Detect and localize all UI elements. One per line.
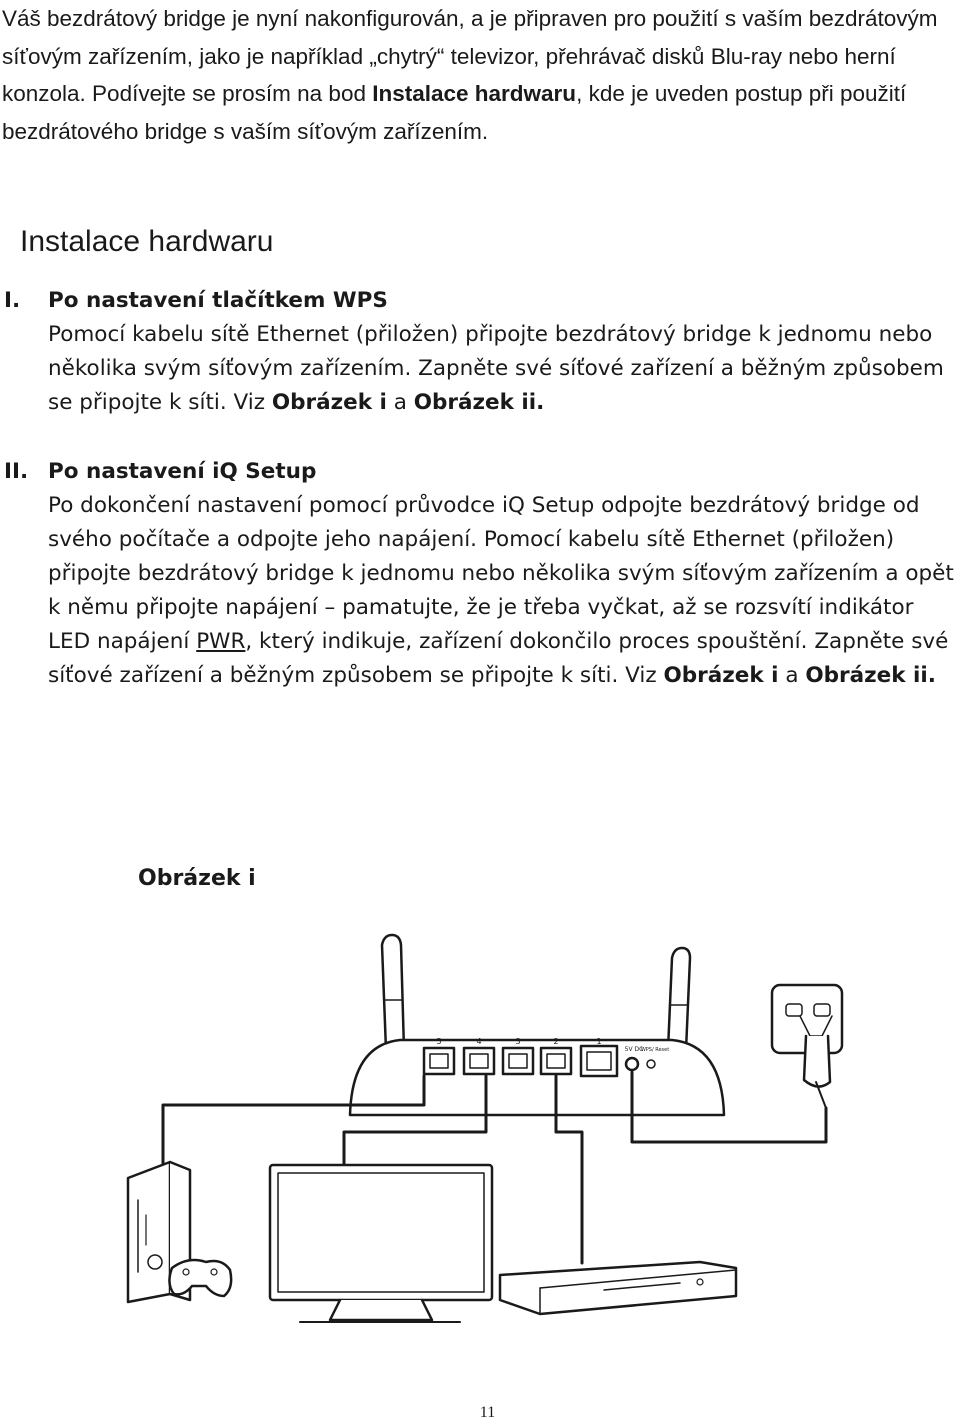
antenna-left <box>382 935 404 1050</box>
connection-diagram <box>100 930 960 1330</box>
item-body-text: Pomocí kabelu sítě Ethernet (přiložen) připojte bezdrátový bridge k jednomu nebo několika svým síťovým zařízením. Zapněte své síťové zařízení a běžným způsobem se připojte k síti. Viz <box>48 322 944 415</box>
intro-paragraph <box>2 0 952 150</box>
intro-text-before: Váš bezdrátový bridge je nyní nakonfigurován, a je připraven pro použití s vaším bezdrátovým síťovým zařízením, jako je například „chytrý“ televizor, přehrávač disků Blu-ray nebo herní konzola. Podívejte se prosím na bod <box>2 6 938 106</box>
lan-port-2 <box>541 1048 571 1074</box>
intro-text-after: , kde je uveden postup při použití bezdrátového bridge s vaším síťovým zařízením. <box>2 81 907 144</box>
item-numeral: II. <box>4 459 29 484</box>
dc-label: 5V DC <box>624 1046 644 1053</box>
figure-caption: Obrázek i <box>138 866 256 891</box>
port-label-2: 2 <box>553 1037 559 1046</box>
list-item-wps <box>0 284 958 420</box>
item-title: Po nastavení tlačítkem WPS <box>48 288 388 313</box>
item-numeral: I. <box>4 288 21 313</box>
lan-port-4 <box>464 1048 494 1074</box>
item-and: a <box>386 390 414 415</box>
item-body-text-2: , který indikuje, zařízení dokončilo proces spouštění. Zapněte své síťové zařízení a běžným způsobem se připojte k síti. Viz <box>48 629 949 688</box>
item-end: . <box>927 663 936 688</box>
item-body <box>48 489 958 693</box>
page-number: 11 <box>479 1404 496 1421</box>
item-end: . <box>536 390 545 415</box>
port-label-5: 5 <box>436 1037 442 1046</box>
blu-ray-player-icon <box>500 1262 736 1314</box>
power-outlet-icon <box>772 985 842 1108</box>
figure-ref-i: Obrázek i <box>663 663 779 688</box>
item-body <box>48 318 958 420</box>
item-body-text: Po dokončení nastavení pomocí průvodce iQ Setup odpojte bezdrátový bridge od svého počítače a odpojte jeho napájení. Pomocí kabelu sítě Ethernet (přiložen) připojte bezdrátový bridge k jednomu nebo několika svým síťovým zařízením a opět k němu připojte napájení – pamatujte, že je třeba vyčkat, až se rozsvítí indikátor LED napájení <box>48 493 954 654</box>
list-item-iq-setup <box>0 455 958 693</box>
figure-ref-ii: Obrázek ii <box>413 390 537 415</box>
port-label-1: 1 <box>596 1037 602 1046</box>
port-label-4: 4 <box>476 1037 482 1046</box>
item-and: a <box>778 663 806 688</box>
item-title: Po nastavení iQ Setup <box>48 459 317 484</box>
intro-link-hardware-installation[interactable]: Instalace hardwaru <box>372 81 577 106</box>
figure-ref-i: Obrázek i <box>271 390 387 415</box>
wps-reset-label: WPS/ Reset <box>640 1047 670 1053</box>
port-label-3: 3 <box>515 1037 521 1046</box>
antenna-right <box>668 948 690 1050</box>
figure-ref-ii: Obrázek ii <box>805 663 928 688</box>
lan-port-3 <box>503 1048 533 1074</box>
gamepad-icon <box>169 1260 231 1296</box>
lan-port-5 <box>424 1048 454 1074</box>
television-icon <box>270 1165 492 1322</box>
wan-port-1 <box>581 1046 617 1076</box>
section-heading: Instalace hardwaru <box>20 225 274 258</box>
pwr-label: PWR <box>196 629 246 654</box>
